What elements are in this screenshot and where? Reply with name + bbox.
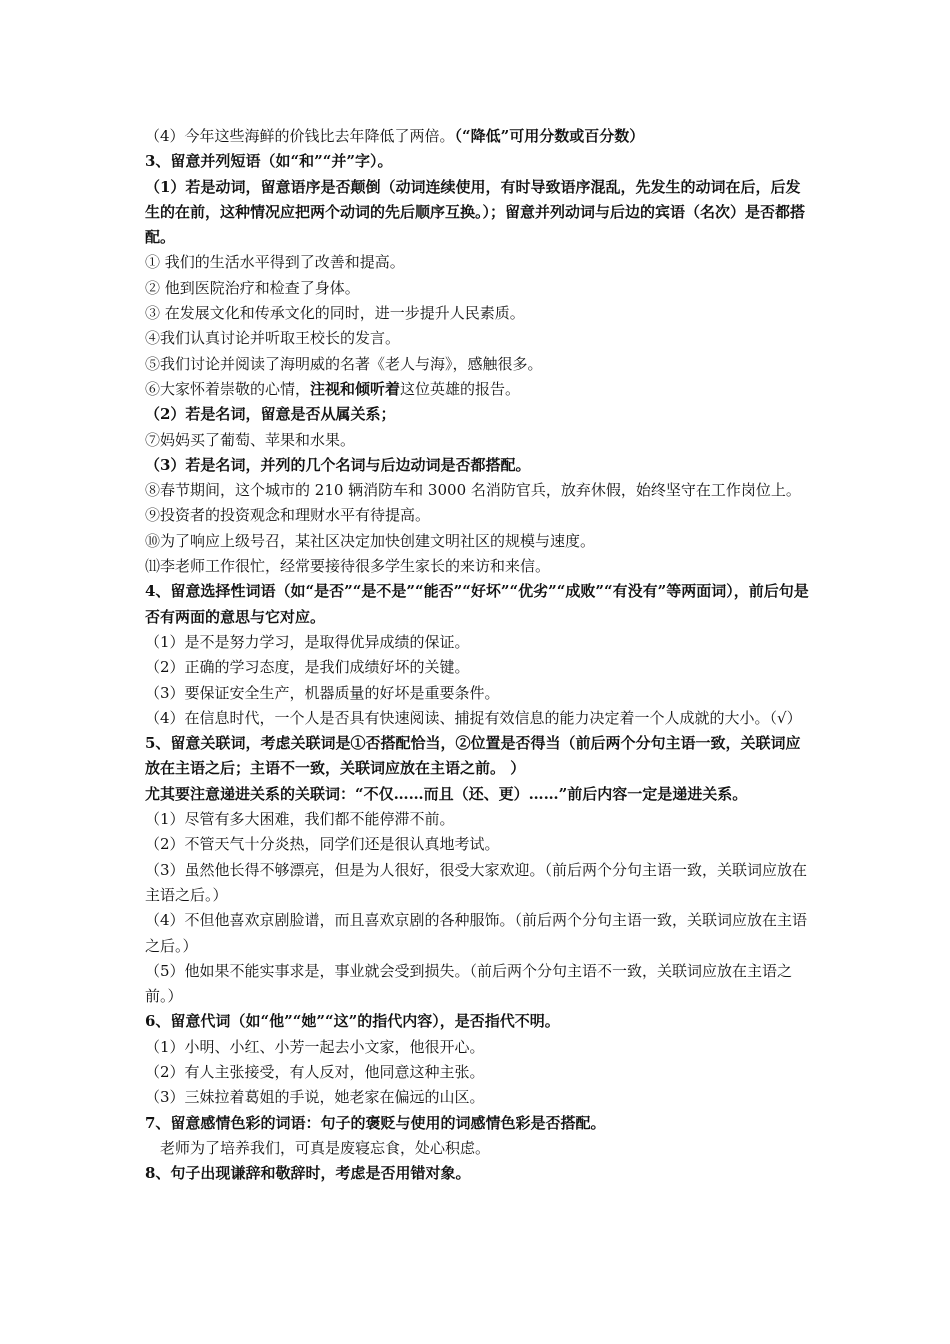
bold-text-run: 7、留意感情色彩的词语：句子的褒贬与使用的词感情色彩是否搭配。 xyxy=(145,1113,606,1132)
text-run: 这位英雄的报告。 xyxy=(400,379,521,398)
paragraph xyxy=(145,276,813,301)
text-run: （3）虽然他长得不够漂亮，但是为人很好，很受大家欢迎。（前后两个分句主语一致，关联词应放在主语之后。） xyxy=(145,860,808,904)
paragraph xyxy=(145,1060,813,1085)
paragraph xyxy=(145,124,813,149)
text-run: （2）不管天气十分炎热，同学们还是很认真地考试。 xyxy=(145,835,500,854)
paragraph xyxy=(145,529,813,554)
paragraph xyxy=(145,1085,813,1110)
paragraph xyxy=(145,149,813,174)
text-run: ④我们认真讨论并听取王校长的发言。 xyxy=(145,329,401,348)
bold-text-run: 8、句子出现谦辞和敬辞时，考虑是否用错对象。 xyxy=(145,1164,471,1183)
text-run: （4）在信息时代，一个人是否具有快速阅读、捕捉有效信息的能力决定着一个人成就的大小。（√） xyxy=(145,708,802,727)
paragraph xyxy=(145,681,813,706)
bold-text-run: 4、留意选择性词语（如“是否”“是不是”“能否”“好坏”“优劣”“成败”“有没有”等两面词），前后句是否有两面的意思与它对应。 xyxy=(145,582,809,626)
paragraph xyxy=(145,478,813,503)
bold-text-run: 注视和倾听着 xyxy=(310,379,401,398)
bold-text-run: 尤其要注意递进关系的关联词：“不仅……而且（还、更）……”前后内容一定是递进关系。 xyxy=(145,784,748,803)
paragraph xyxy=(145,250,813,275)
text-run: ⑩为了响应上级号召，某社区决定加快创建文明社区的规模与速度。 xyxy=(145,531,596,550)
text-run: ③ 在发展文化和传承文化的同时，进一步提升人民素质。 xyxy=(145,304,525,323)
paragraph xyxy=(145,706,813,731)
text-run: 老师为了培养我们，可真是废寝忘食，处心积虑。 xyxy=(160,1138,491,1157)
bold-text-run: 5、留意关联词，考虑关联词是①否搭配恰当，②位置是否得当（前后两个分句主语一致，关联词应放在主语之后；主语不一致，关联词应放在主语之前。 ） xyxy=(145,734,801,778)
paragraph xyxy=(145,1161,813,1186)
text-run: ⑾李老师工作很忙，经常要接待很多学生家长的来访和来信。 xyxy=(145,557,551,576)
text-run: （1）是不是努力学习，是取得优异成绩的保证。 xyxy=(145,632,470,651)
paragraph xyxy=(145,807,813,832)
paragraph xyxy=(145,579,813,630)
bold-text-run: 3、留意并列短语（如“和”“并”字）。 xyxy=(145,152,393,171)
paragraph xyxy=(145,453,813,478)
paragraph xyxy=(145,959,813,1010)
paragraph xyxy=(145,402,813,427)
text-run: （3）三妹拉着葛姐的手说，她老家在偏远的山区。 xyxy=(145,1088,485,1107)
text-run: （2）有人主张接受，有人反对，他同意这种主张。 xyxy=(145,1062,485,1081)
bold-text-run: （“降低”可用分数或百分数） xyxy=(454,127,645,145)
paragraph xyxy=(145,377,813,402)
text-run: （5）他如果不能实事求是，事业就会受到损失。（前后两个分句主语不一致，关联词应放在主语之前。） xyxy=(145,961,793,1006)
paragraph xyxy=(145,858,813,909)
bold-text-run: （1）若是动词，留意语序是否颠倒（动词连续使用，有时导致语序混乱，先发生的动词在后，后发生的在前，这种情况应把两个动词的先后顺序互换。）；留意并列动词与后边的宾语（名次）是否都搭配。 xyxy=(145,177,806,247)
paragraph xyxy=(145,352,813,377)
paragraph xyxy=(145,1136,813,1161)
paragraph xyxy=(145,782,813,807)
paragraph xyxy=(145,428,813,453)
paragraph xyxy=(145,1009,813,1034)
paragraph xyxy=(145,301,813,326)
text-run: （4）不但他喜欢京剧脸谱，而且喜欢京剧的各种服饰。（前后两个分句主语一致，关联词应放在主语之后。） xyxy=(145,911,808,955)
text-run: ① 我们的生活水平得到了改善和提高。 xyxy=(145,253,405,272)
paragraph xyxy=(145,731,813,782)
bold-text-run: 6、留意代词（如“他”“她”“这”的指代内容），是否指代不明。 xyxy=(145,1012,560,1031)
text-run: ⑧春节期间，这个城市的 210 辆消防车和 3000 名消防官兵，放弃休假，始终坚守在工作岗位上。 xyxy=(145,481,801,500)
paragraph xyxy=(145,554,813,579)
text-run: （1）尽管有多大困难，我们都不能停滞不前。 xyxy=(145,810,455,829)
paragraph xyxy=(145,1035,813,1060)
text-run: （1）小明、小红、小芳一起去小文家，他很开心。 xyxy=(145,1037,485,1056)
text-run: （2）正确的学习态度，是我们成绩好坏的关键。 xyxy=(145,658,470,677)
paragraph xyxy=(145,1111,813,1136)
text-run: ⑦妈妈买了葡萄、苹果和水果。 xyxy=(145,430,356,449)
text-run: ⑨投资者的投资观念和理财水平有待提高。 xyxy=(145,506,431,525)
paragraph xyxy=(145,832,813,857)
paragraph xyxy=(145,175,813,251)
text-run: ⑤我们讨论并阅读了海明威的名著《老人与海》，感触很多。 xyxy=(145,354,543,373)
paragraph xyxy=(145,908,813,959)
paragraph xyxy=(145,326,813,351)
bold-text-run: （3）若是名词，并列的几个名词与后边动词是否都搭配。 xyxy=(145,455,531,474)
paragraph xyxy=(145,630,813,655)
text-run: ⑥大家怀着崇敬的心情， xyxy=(145,379,311,398)
text-run: （4）今年这些海鲜的价钱比去年降低了两倍。 xyxy=(145,127,455,145)
text-run: ② 他到医院治疗和检查了身体。 xyxy=(145,278,360,297)
text-run: （3）要保证安全生产，机器质量的好坏是重要条件。 xyxy=(145,683,500,702)
document-page xyxy=(145,124,813,1186)
paragraph xyxy=(145,655,813,680)
bold-text-run: （2）若是名词，留意是否从属关系； xyxy=(145,405,396,424)
paragraph xyxy=(145,503,813,528)
